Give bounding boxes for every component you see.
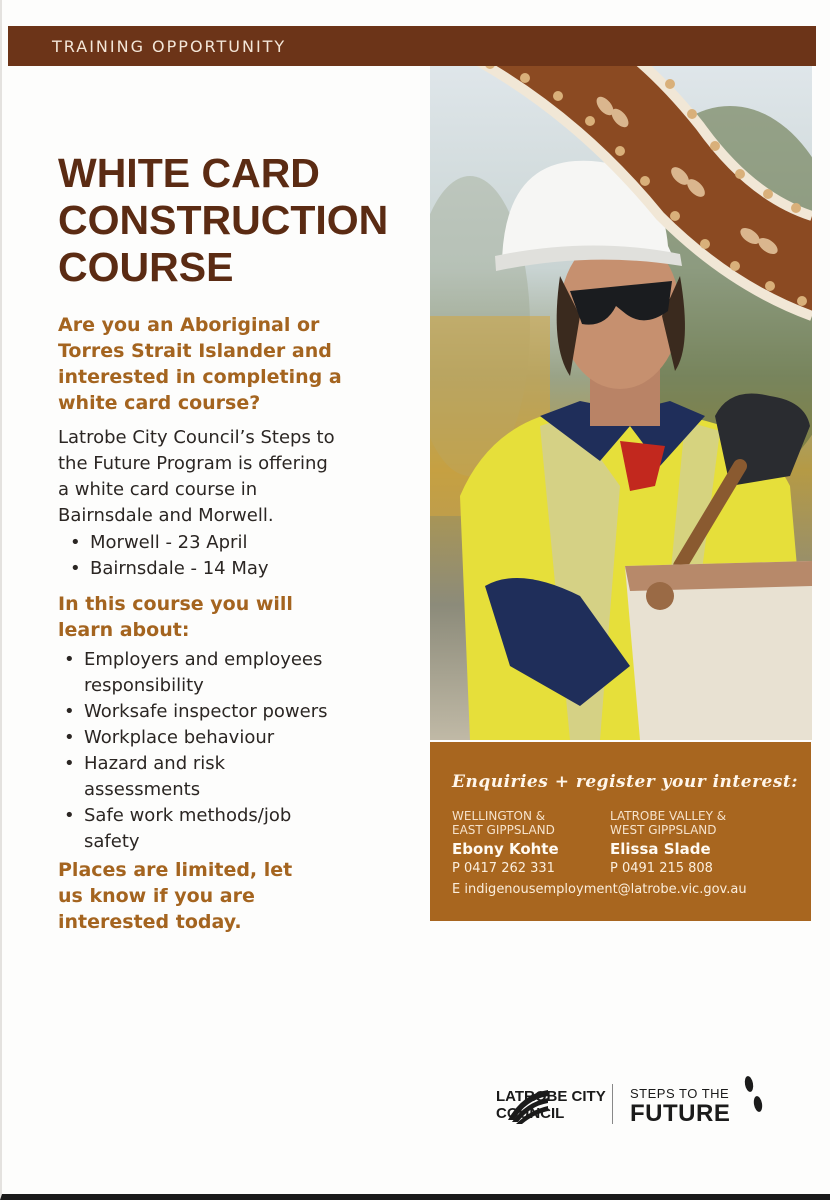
topic-line: • Worksafe inspector powers (84, 701, 328, 722)
contact-wellington (452, 809, 612, 878)
course-topics-list (64, 647, 384, 855)
steps-big-text: FUTURE (630, 1100, 731, 1127)
enquiry-panel (430, 742, 811, 921)
title-line: COURSE (58, 244, 234, 290)
title-line: WHITE CARD (58, 150, 320, 196)
topic-line: safety (84, 831, 140, 852)
logo-divider (612, 1084, 613, 1124)
learn-line: learn about: (58, 619, 190, 641)
topic-line: • Employers and employees (84, 649, 323, 670)
learn-heading (58, 591, 358, 643)
course-date-item: • Morwell - 23 April (70, 530, 269, 556)
topic-item (64, 699, 384, 725)
council-name-line: LATROBE CITY (496, 1088, 606, 1105)
enquiry-title: Enquiries + register your interest: (452, 772, 799, 792)
topic-line: responsibility (84, 675, 204, 696)
worker-illustration (430, 66, 812, 740)
steps-to-the-future-logo (630, 1086, 730, 1127)
contact-region: LATROBE VALLEY & (610, 809, 727, 823)
places-line: Places are limited, let (58, 859, 293, 881)
contact-phone[interactable]: P 0417 262 331 (452, 861, 555, 876)
header-label: TRAINING OPPORTUNITY (52, 37, 287, 56)
question-line: Are you an Aboriginal or (58, 314, 320, 336)
intro-line: Bairnsdale and Morwell. (58, 505, 274, 526)
intro-line: Latrobe City Council’s Steps to (58, 427, 335, 448)
topic-item (64, 803, 384, 855)
contact-region: WELLINGTON & (452, 809, 546, 823)
topic-item (64, 647, 384, 699)
contact-name: Ebony Kohte (452, 840, 559, 858)
council-name-line: COUNCIL (496, 1105, 565, 1122)
places-line: interested today. (58, 911, 242, 933)
intro-line: the Future Program is offering (58, 453, 328, 474)
intro-line: a white card course in (58, 479, 258, 500)
page-title (58, 150, 418, 291)
topic-line: assessments (84, 779, 201, 800)
topic-line: • Workplace behaviour (84, 727, 275, 748)
question-line: white card course? (58, 392, 261, 414)
contact-phone[interactable]: P 0491 215 808 (610, 861, 713, 876)
topic-line: • Safe work methods/job (84, 805, 292, 826)
council-name (496, 1088, 606, 1122)
contact-region: WEST GIPPSLAND (610, 823, 717, 837)
question-line: Torres Strait Islander and (58, 340, 332, 362)
topic-line: • Hazard and risk (84, 753, 226, 774)
steps-top-text: STEPS TO THE (630, 1086, 730, 1101)
course-date-item: • Bairnsdale - 14 May (70, 556, 269, 582)
title-line: CONSTRUCTION (58, 197, 389, 243)
places-limited-note (58, 857, 358, 935)
contact-email[interactable]: E indigenousemployment@latrobe.vic.gov.au (452, 882, 747, 897)
program-intro (58, 425, 398, 529)
question-line: interested in completing a (58, 366, 342, 388)
worker-photo (430, 66, 812, 740)
eligibility-question (58, 312, 388, 416)
topic-item (64, 725, 384, 751)
footprints-icon (740, 1074, 766, 1116)
contact-region: EAST GIPPSLAND (452, 823, 555, 837)
contact-name: Elissa Slade (610, 840, 711, 858)
places-line: us know if you are (58, 885, 255, 907)
topic-item (64, 751, 384, 803)
contact-latrobe-valley (610, 809, 770, 878)
learn-line: In this course you will (58, 593, 293, 615)
course-dates-list (70, 530, 269, 582)
